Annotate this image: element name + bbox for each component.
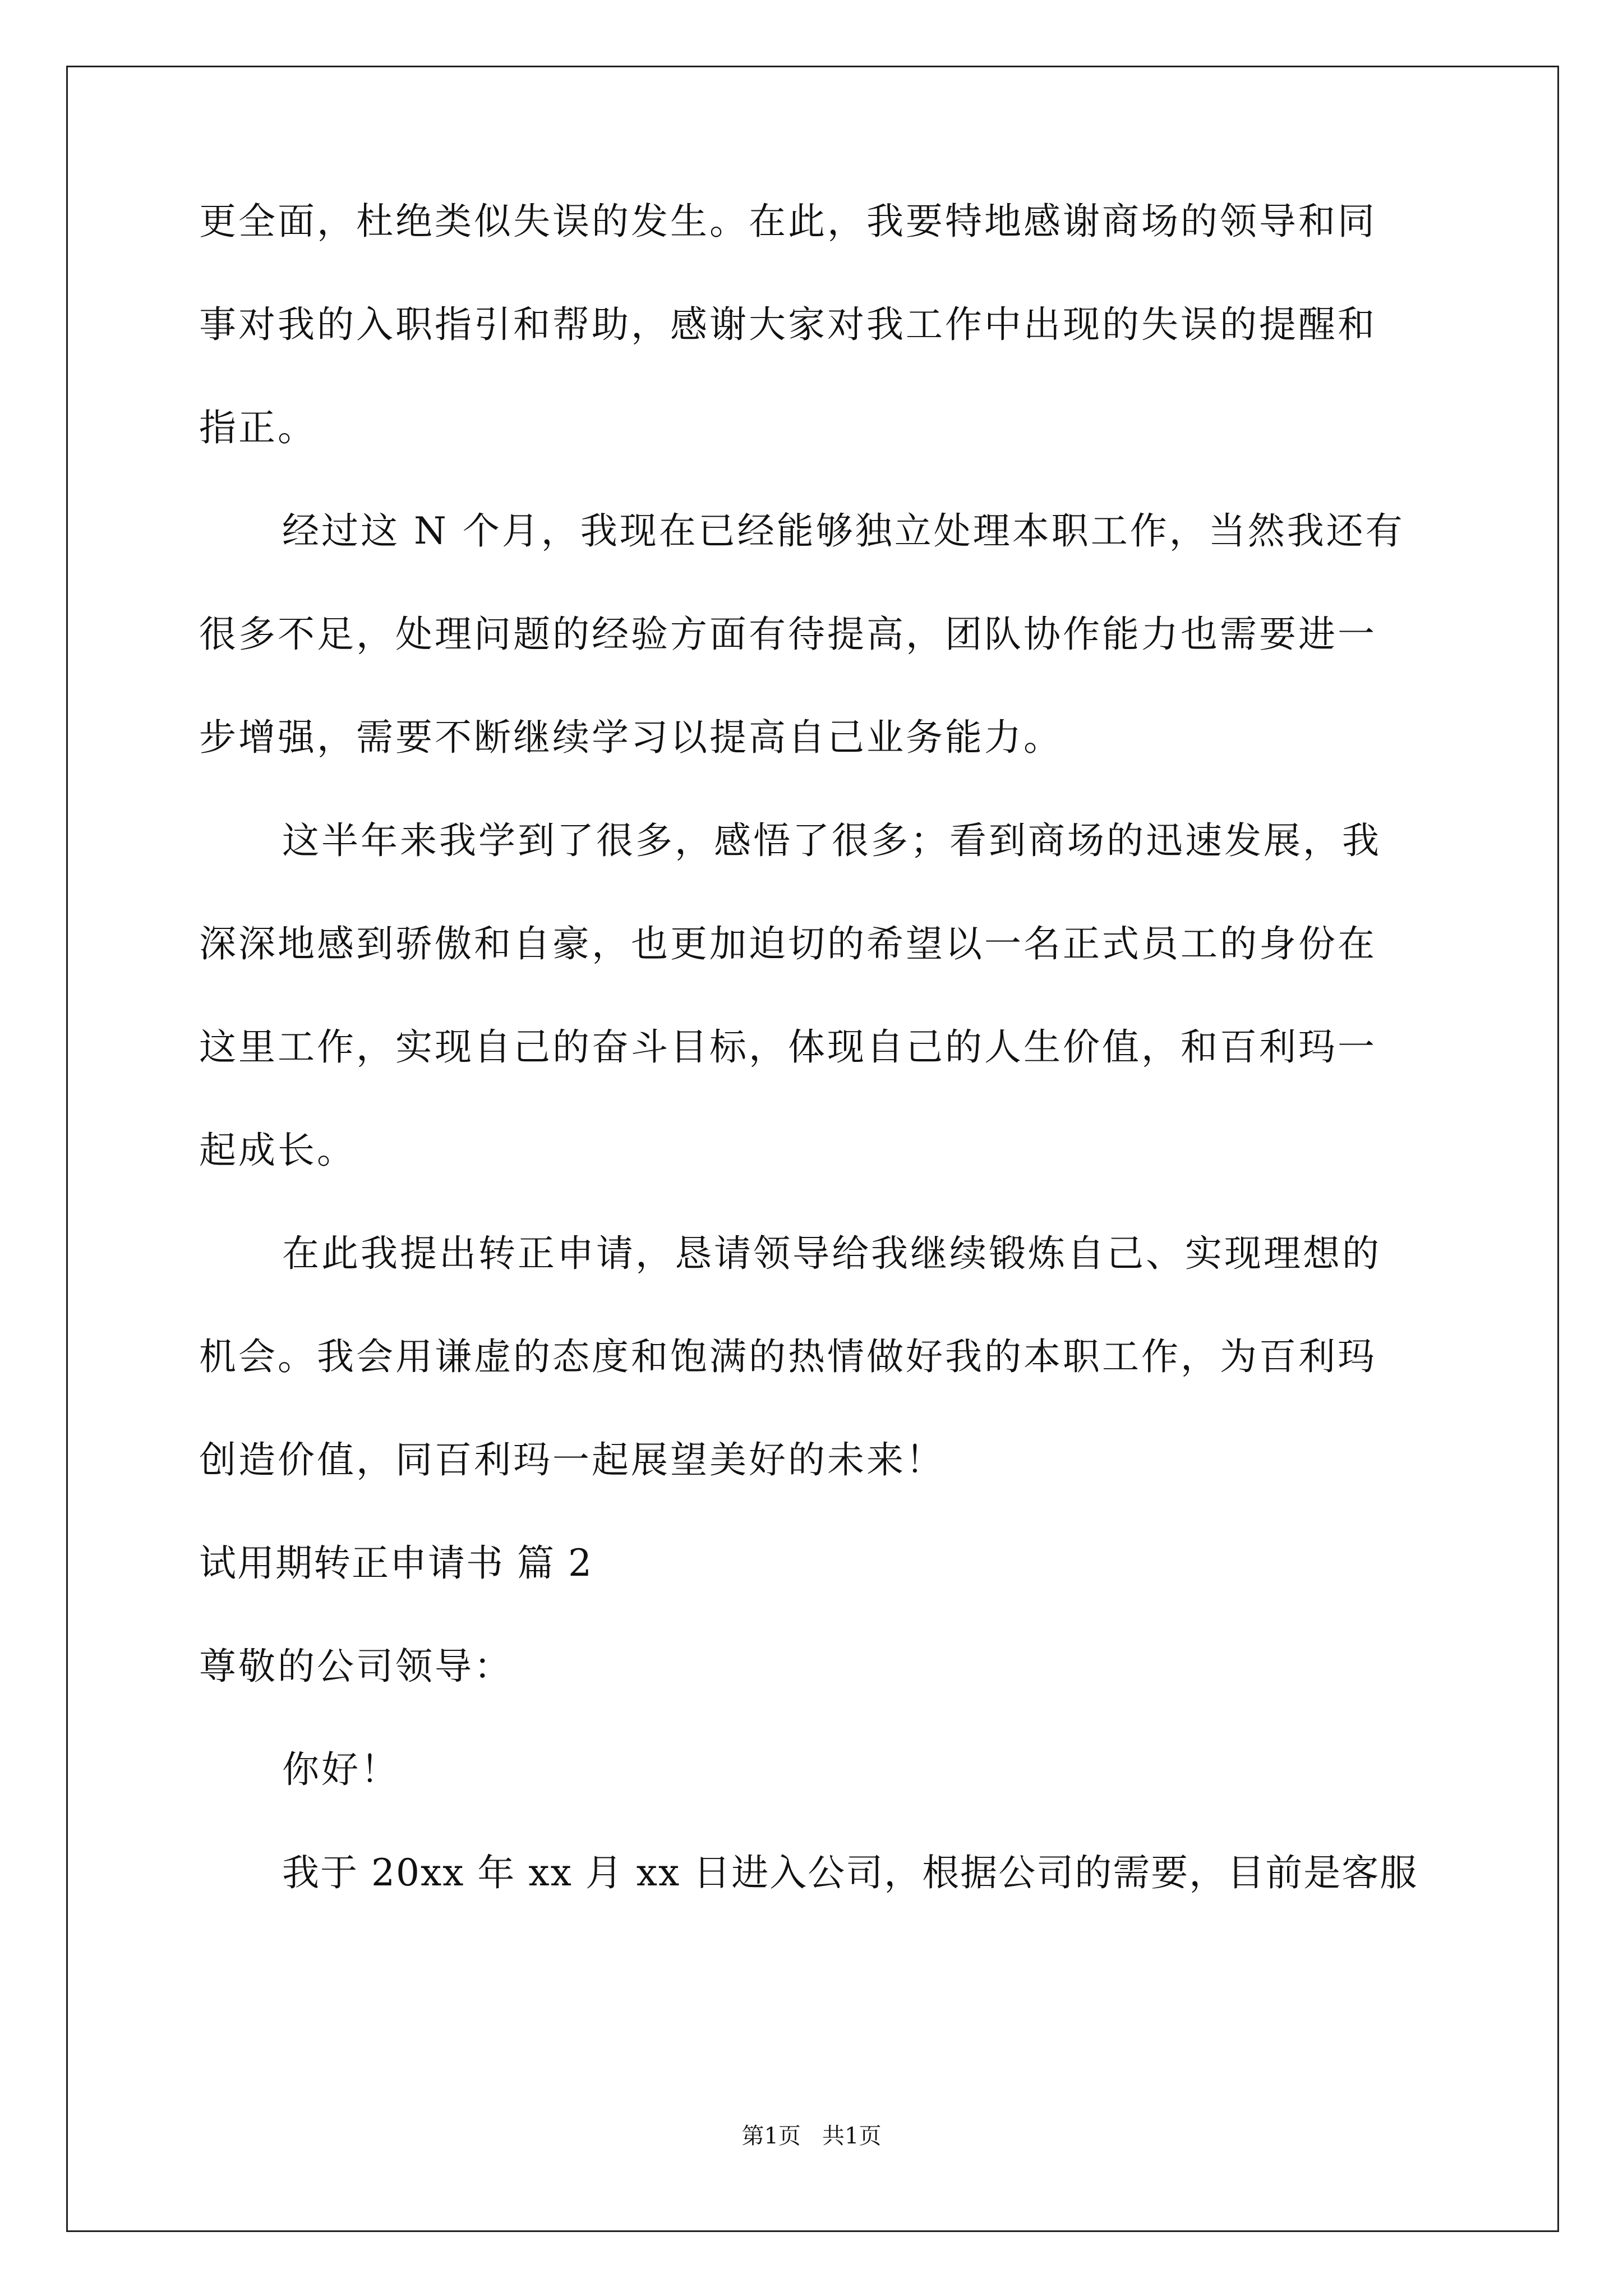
body-line: 这半年来我学到了很多，感悟了很多；看到商场的迅速发展，我 xyxy=(282,819,1381,862)
salutation: 尊敬的公司领导： xyxy=(199,1645,513,1688)
greeting: 你好！ xyxy=(282,1748,400,1791)
body-line: 创造价值，同百利玛一起展望美好的未来！ xyxy=(199,1438,945,1481)
body-line: 事对我的入职指引和帮助，感谢大家对我工作中出现的失误的提醒和 xyxy=(199,303,1377,346)
body-line: 很多不足，处理问题的经验方面有待提高，团队协作能力也需要进一 xyxy=(199,613,1377,656)
section-title: 试用期转正申请书 篇 2 xyxy=(199,1542,593,1585)
page-footer: 第1页 共1页 xyxy=(741,2123,882,2149)
body-line: 指正。 xyxy=(199,406,317,449)
body-line: 起成长。 xyxy=(199,1129,356,1172)
body-line: 这里工作，实现自己的奋斗目标，体现自己的人生价值，和百利玛一 xyxy=(199,1025,1377,1069)
body-line: 我于 20xx 年 xx 月 xx 日进入公司，根据公司的需要，目前是客服 xyxy=(282,1851,1418,1894)
body-line: 更全面，杜绝类似失误的发生。在此，我要特地感谢商场的领导和同 xyxy=(199,200,1377,243)
body-line: 在此我提出转正申请，恳请领导给我继续锻炼自己、实现理想的 xyxy=(282,1232,1381,1275)
body-line: 经过这 N 个月，我现在已经能够独立处理本职工作，当然我还有 xyxy=(282,509,1405,553)
body-line: 机会。我会用谦虚的态度和饱满的热情做好我的本职工作，为百利玛 xyxy=(199,1335,1377,1378)
body-line: 深深地感到骄傲和自豪，也更加迫切的希望以一名正式员工的身份在 xyxy=(199,922,1377,965)
body-line: 步增强，需要不断继续学习以提高自己业务能力。 xyxy=(199,716,1063,759)
